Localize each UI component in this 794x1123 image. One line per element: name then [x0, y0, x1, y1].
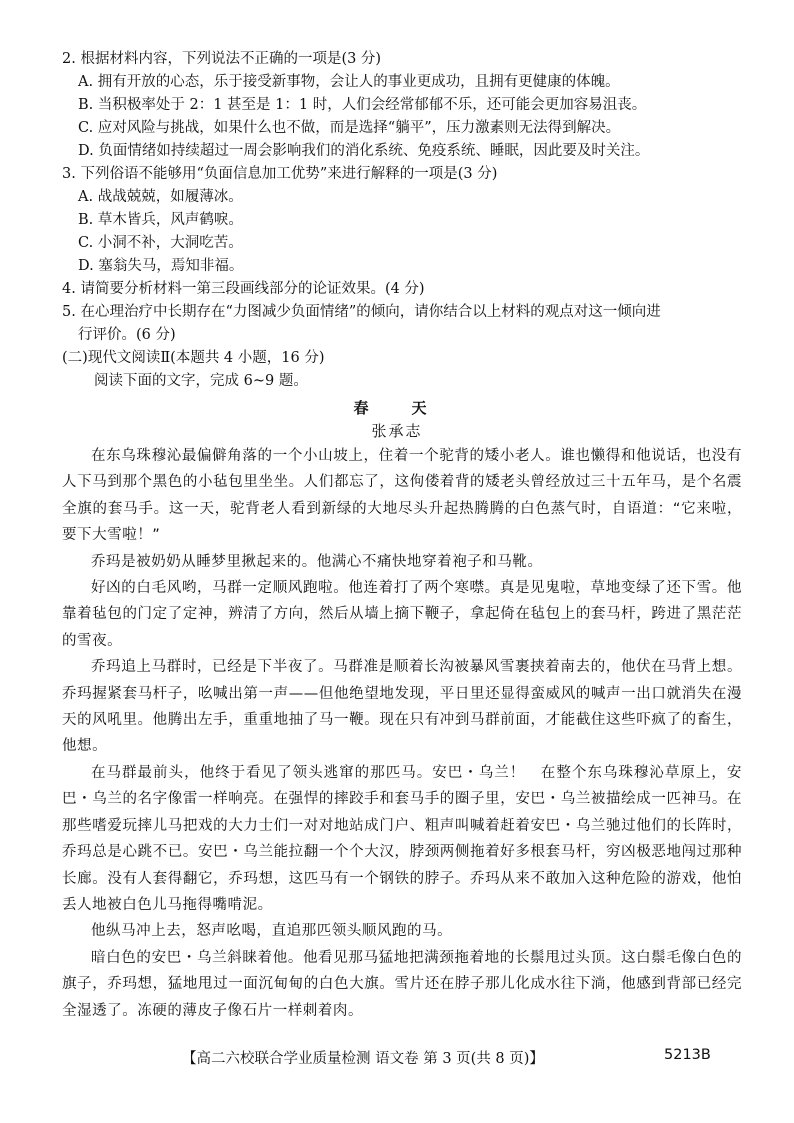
question-3-option-d: D. 塞翁失马，焉知非福。: [78, 258, 244, 274]
question-3-option-b: B. 草木皆兵，风声鹤唳。: [78, 212, 243, 228]
article-paragraph-7: 暗白色的安巴・乌兰斜睐着他。他看见那马猛地把满颈拖着地的长鬃甩过头顶。这白鬃毛像白色的旗子，乔玛想，猛地甩过一面沉甸甸的白色大旗。雪片还在脖子那儿化成水往下淌，他感到背部已经完全湿透了。冻硬的薄皮子像石片一样刺着肉。: [62, 949, 742, 1019]
question-2-option-c: C. 应对风险与挑战，如果什么也不做，而是选择“躺平”，压力激素则无法得到解决。: [78, 120, 621, 136]
article-author: 张承志: [371, 422, 423, 440]
article-paragraph-4: 乔玛追上马群时，已经是下半夜了。马群准是顺着长沟被暴风雪裹挟着南去的，他伏在马背上想。乔玛握紧套马杆子，吆喊出第一声——但他绝望地发现，平日里还显得蛮威风的喊声一出口就消失在漫天的风吼里。他腾出左手，重重地抽了马一鞭。现在只有冲到马群前面，才能截住这些吓疯了的畜生，他想。: [62, 659, 742, 755]
question-2-option-a: A. 拥有开放的心态，乐于接受新事物，会让人的事业更成功，且拥有更健康的体魄。: [78, 74, 620, 90]
footer-page-info: 【高二六校联合学业质量检测 语文卷 第 3 页(共 8 页)】: [182, 1051, 544, 1067]
article-paragraph-1: 在东乌珠穆沁最偏僻角落的一个小山坡上，住着一个驼背的矮小老人。谁也懒得和他说话，也没有人下马到那个黑色的小毡包里坐坐。人们都忘了，这佝偻着背的矮老头曾经放过三十五年马，是个名震全旗的套马手。这一天，驼背老人看到新绿的大地尽头升起热腾腾的白色蒸气时，自语道：“它来啦，要下大雪啦！”: [62, 448, 742, 544]
section-heading: (二)现代文阅读Ⅱ(本题共 4 小题，16 分): [62, 350, 325, 366]
article-paragraph-2: 乔玛是被奶奶从睡梦里揪起来的。他满心不痛快地穿着袍子和马靴。: [91, 553, 543, 570]
article-paragraph-6: 他纵马冲上去，怒声吆喝，直追那匹领头顺风跑的马。: [91, 923, 453, 940]
question-3-stem: 3. 下列俗语不能够用“负面信息加工优势”来进行解释的一项是(3 分): [62, 166, 498, 182]
question-2-option-d: D. 负面情绪如持续超过一周会影响我们的消化系统、免疫系统、睡眠，因此要及时关注。: [78, 143, 650, 159]
question-2-stem: 2. 根据材料内容，下列说法不正确的一项是(3 分): [62, 51, 382, 67]
section-instruction: 阅读下面的文字，完成 6~9 题。: [94, 373, 308, 389]
question-2-option-b: B. 当积极率处于 2：1 甚至是 1：1 时，人们会经常郁郁不乐，还可能会更加容易沮丧。: [78, 97, 647, 113]
question-3-option-c: C. 小洞不补，大洞吃苦。: [78, 235, 243, 251]
question-4-stem: 4. 请简要分析材料一第三段画线部分的论证效果。(4 分): [62, 281, 425, 297]
question-3-option-a: A. 战战兢兢，如履薄冰。: [78, 189, 243, 205]
footer-paper-code: 5213B: [664, 1047, 711, 1063]
article-title: 春 天: [353, 399, 441, 417]
article-body: [62, 443, 742, 1024]
question-5-continuation: 行评价。(6 分): [78, 327, 176, 343]
article-paragraph-5: 在马群最前头，他终于看见了领头逃窜的那匹马。安巴・乌兰！ 在整个东乌珠穆沁草原上，安巴・乌兰的名字像雷一样响亮。在强悍的摔跤手和套马手的圈子里，安巴・乌兰被描绘成一匹神马。在那些嗜爱玩摔儿马把戏的大力士们一对对地站成门户、粗声叫喊着赶着安巴・乌兰驰过他们的长阵时，乔玛总是心跳不已。安巴・乌兰能拉翻一个个大汉，脖颈两侧拖着好多根套马杆，穷凶极恶地闯过那种长廊。没有人套得翻它，乔玛想，这匹马有一个钢铁的脖子。乔玛从来不敢加入这种危险的游戏，他怕丢人地被白色儿马拖得嘴啃泥。: [62, 764, 742, 913]
question-5-stem: 5. 在心理治疗中长期存在“力图减少负面情绪”的倾向，请你结合以上材料的观点对这一倾向进: [62, 304, 661, 320]
article-paragraph-3: 好凶的白毛风哟，马群一定顺风跑啦。他连着打了两个寒噤。真是见鬼啦，草地变绿了还下雪。他靠着毡包的门定了定神，辨清了方向，然后从墙上摘下鞭子，拿起倚在毡包上的套马杆，跨进了黑茫茫的雪夜。: [62, 580, 742, 649]
